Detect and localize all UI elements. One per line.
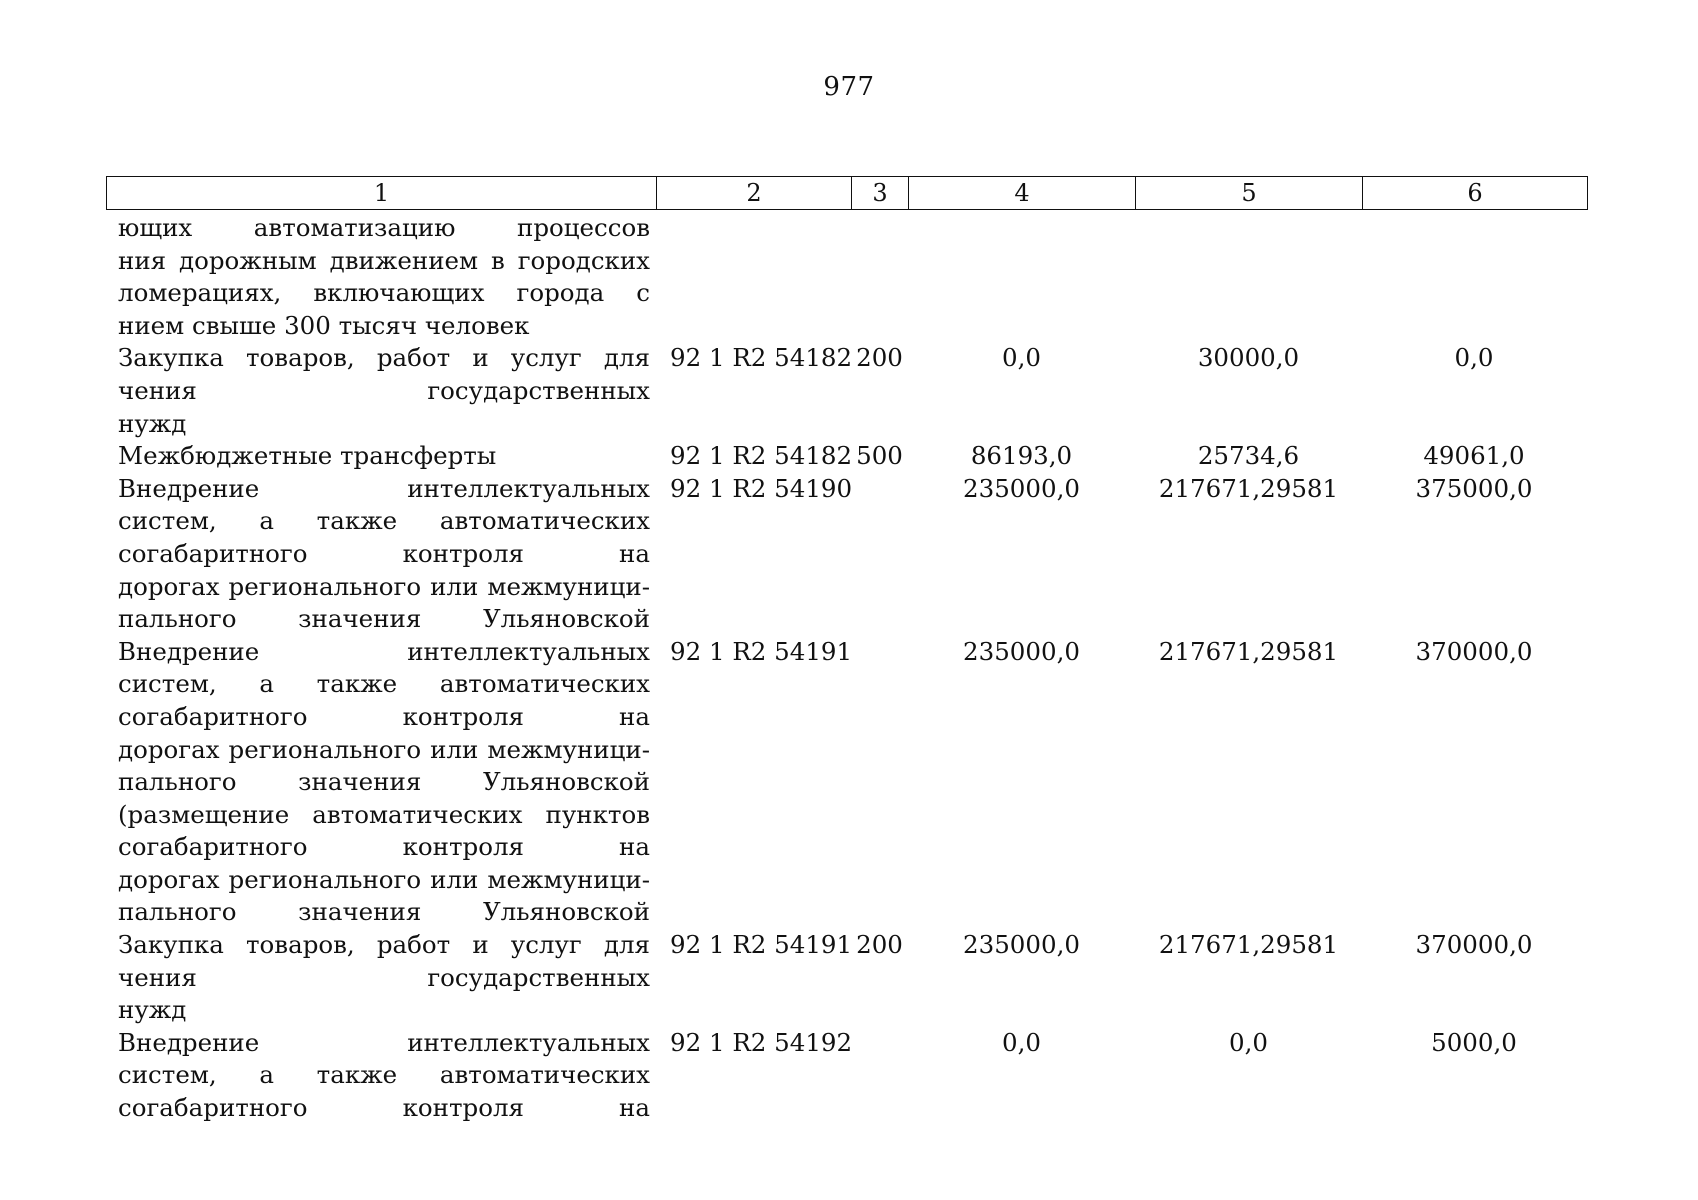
description-line: пального значения Ульяновской	[118, 767, 650, 797]
description-line: ющих автоматизацию процессов	[118, 213, 650, 242]
description-line: Межбюджетные трансферты	[118, 441, 497, 471]
row-value-col4: 0,0	[1002, 343, 1041, 373]
row-value-col4: 235000,0	[963, 930, 1080, 960]
column-header-2: 2	[657, 177, 852, 209]
description-line: нужд	[118, 408, 187, 438]
row-value-col6: 370000,0	[1415, 930, 1533, 960]
description-line: пального значения Ульяновской	[118, 604, 650, 634]
table-row	[106, 1027, 1586, 1125]
row-value-col5: 30000,0	[1197, 343, 1300, 373]
description-line: Внедрение интеллектуальных	[118, 636, 650, 666]
row-value-col5: 217671,29581	[1158, 930, 1339, 960]
row-value-col5: 217671,29581	[1158, 636, 1339, 666]
row-expense-type: 200	[856, 930, 903, 960]
row-value-col6: 5000,0	[1431, 1027, 1517, 1057]
description-line: согабаритного контроля на	[118, 832, 650, 862]
table-body	[106, 212, 1586, 1125]
row-code: 92 1 R2 54191	[670, 636, 853, 666]
row-value-col6: 375000,0	[1415, 473, 1533, 503]
row-code: 92 1 R2 54190	[670, 473, 853, 503]
table-row	[106, 929, 1586, 1027]
row-code: 92 1 R2 54191	[670, 930, 853, 960]
description-line: дорогах регионального или межмуници-	[118, 864, 650, 894]
row-value-col5: 217671,29581	[1158, 473, 1339, 503]
description-line: (размещение автоматических пунктов	[118, 799, 650, 829]
description-line: дорогах регионального или межмуници-	[118, 734, 650, 764]
description-line: чения государственных	[118, 962, 650, 992]
description-line: систем, а также автоматических	[118, 669, 650, 699]
row-code: 92 1 R2 54182	[670, 343, 853, 373]
row-value-col5: 25734,6	[1197, 441, 1300, 471]
row-description	[106, 342, 656, 440]
description-line: пального значения Ульяновской	[118, 897, 650, 927]
row-value-col4: 0,0	[1002, 1027, 1041, 1057]
description-line: Закупка товаров, работ и услуг для	[118, 930, 650, 960]
row-value-col4: 235000,0	[963, 636, 1080, 666]
description-line: согабаритного контроля на	[118, 701, 650, 731]
description-line: систем, а также автоматических	[118, 506, 650, 536]
row-description	[106, 473, 656, 636]
description-line: нужд	[118, 995, 187, 1025]
row-expense-type: 500	[856, 441, 903, 471]
row-value-col4: 235000,0	[963, 473, 1080, 503]
row-description	[106, 212, 656, 342]
row-description	[106, 1027, 656, 1125]
description-line: систем, а также автоматических	[118, 1060, 650, 1090]
table-row	[106, 636, 1586, 929]
row-description	[106, 636, 656, 929]
column-header-4: 4	[909, 177, 1136, 209]
table-row	[106, 212, 1586, 342]
row-value-col6: 49061,0	[1423, 441, 1525, 471]
description-line: ния дорожным движением в городских	[118, 245, 650, 275]
description-line: согабаритного контроля на	[118, 538, 650, 568]
row-description	[106, 929, 656, 1027]
page-number: 977	[823, 72, 875, 102]
description-line: Внедрение интеллектуальных	[118, 1027, 650, 1057]
row-value-col6: 0,0	[1454, 343, 1494, 373]
row-expense-type: 200	[856, 343, 903, 373]
description-line: Внедрение интеллектуальных	[118, 473, 650, 503]
column-header-5: 5	[1136, 177, 1363, 209]
row-code: 92 1 R2 54192	[670, 1027, 853, 1057]
description-line: Закупка товаров, работ и услуг для	[118, 343, 650, 373]
table-header	[106, 176, 1588, 210]
row-value-col6: 370000,0	[1415, 636, 1533, 666]
row-code: 92 1 R2 54182	[670, 441, 853, 471]
description-line: чения государственных	[118, 375, 650, 405]
table-row	[106, 473, 1586, 636]
column-header-6: 6	[1467, 179, 1483, 207]
table-row	[106, 342, 1586, 440]
row-value-col4: 86193,0	[970, 441, 1073, 471]
description-line: дорогах регионального или межмуници-	[118, 571, 650, 601]
table-row	[106, 440, 1586, 473]
description-line: согабаритного контроля на	[118, 1093, 650, 1123]
column-header-3: 3	[852, 177, 909, 209]
row-description	[106, 440, 656, 473]
description-line: ломерациях, включающих города с	[118, 278, 650, 308]
description-line: нием свыше 300 тысяч человек	[118, 310, 530, 340]
row-value-col5: 0,0	[1229, 1027, 1268, 1057]
column-header-1: 1	[107, 177, 657, 209]
